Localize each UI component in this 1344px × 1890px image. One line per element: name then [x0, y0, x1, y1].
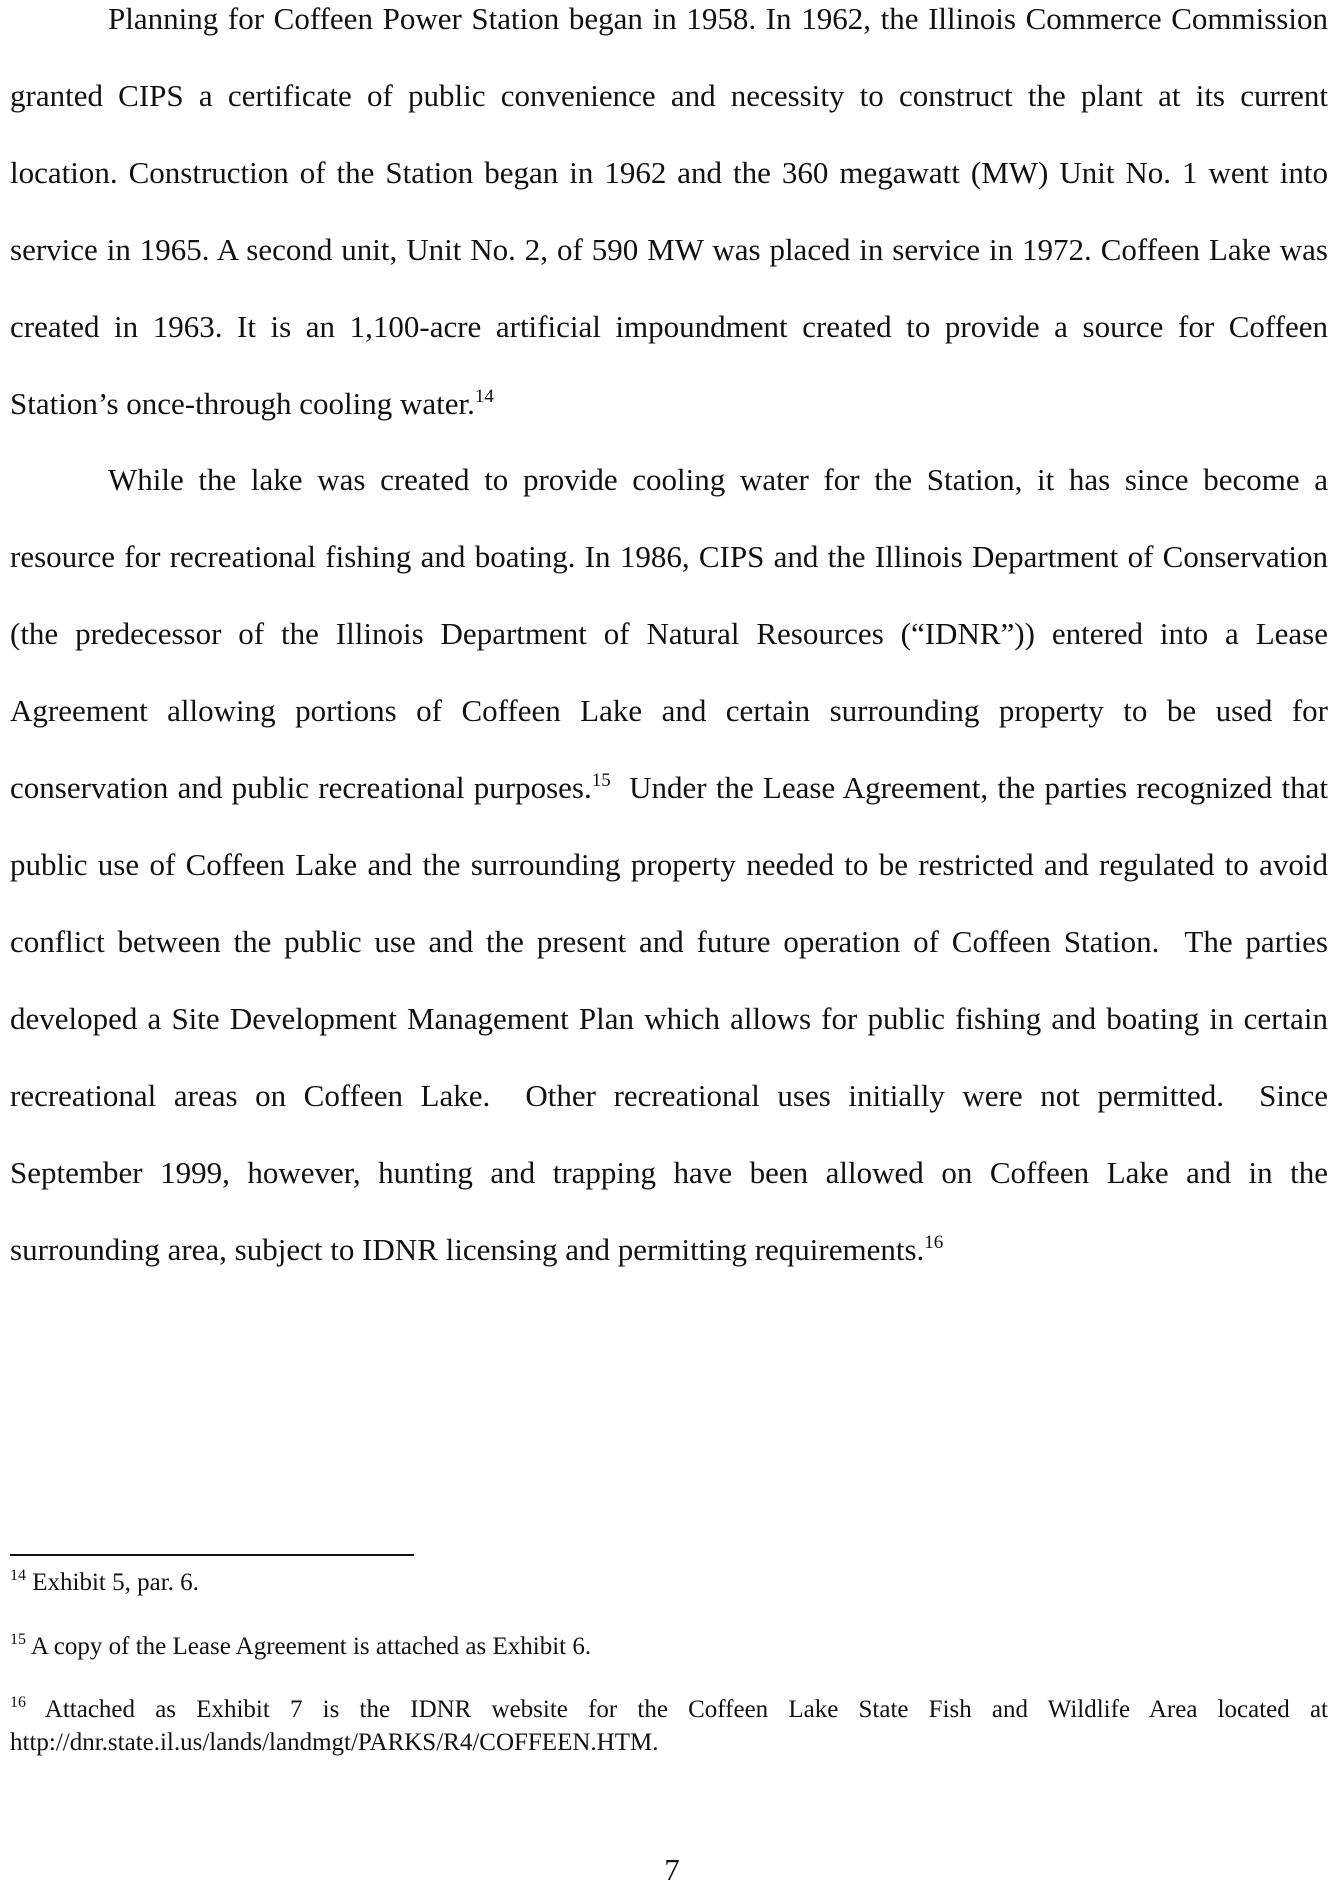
footnote-14 [10, 1566, 1328, 1599]
paragraph-1-text: Planning for Coffeen Power Station began in 1958. In 1962, the Illinois Commerce Commission granted CIPS a certificate of public convenience and necessity to construct the plant at its current location. Construction of the Station began in 1962 and the 360 megawatt (MW) Unit No. 1 went into service in 1965. A second unit, Unit No. 2, of 590 MW was placed in service in 1972. Coffeen Lake was created in 1963. It is an 1,100-acre artificial impoundment created to provide a source for Coffeen Station’s once-through cooling water. [10, 1, 1328, 421]
footnote-separator [10, 1554, 414, 1556]
paragraph-2 [10, 441, 1336, 1288]
footnote-15 [10, 1630, 1328, 1663]
footnote-14-number: 14 [10, 1567, 26, 1584]
footnote-15-number: 15 [10, 1631, 26, 1648]
footnote-ref-15: 15 [591, 770, 611, 791]
footnote-16-number: 16 [10, 1694, 26, 1711]
footnote-16 [10, 1693, 1328, 1759]
footnote-15-text: A copy of the Lease Agreement is attached as Exhibit 6. [26, 1633, 592, 1660]
footnote-14-text: Exhibit 5, par. 6. [26, 1569, 199, 1596]
page-number: 7 [664, 1852, 680, 1887]
footnote-16-text: Attached as Exhibit 7 is the IDNR website for the Coffeen Lake State Fish and Wildlife Area located at http://dnr.state.il.us/lands/landmgt/PARKS/R4/COFFEEN.HTM. [10, 1696, 1328, 1756]
paragraph-2-text-b: Under the Lease Agreement, the parties recognized that public use of Coffeen Lake and the surrounding property needed to be restricted and regulated to avoid conflict between the public use and the present and future operation of Coffeen Station. The parties developed a Site Development Management Plan which allows for public fishing and boating in certain recreational areas on Coffeen Lake. Other recreational uses initially were not permitted. Since September 1999, however, hunting and trapping have been allowed on Coffeen Lake and in the surrounding area, subject to IDNR licensing and permitting requirements. [10, 770, 1336, 1267]
paragraph-2-text-a: While the lake was created to provide cooling water for the Station, it has since become a resource for recreational fishing and boating. In 1986, CIPS and the Illinois Department of Conservation (the predecessor of the Illinois Department of Natural Resources (“IDNR”)) entered into a Lease Agreement allowing portions of Coffeen Lake and certain surrounding property to be used for conservation and public recreational purposes. [10, 462, 1328, 805]
footnote-ref-16: 16 [924, 1232, 944, 1253]
footnote-ref-14: 14 [474, 386, 494, 407]
paragraph-1 [10, 0, 1328, 442]
